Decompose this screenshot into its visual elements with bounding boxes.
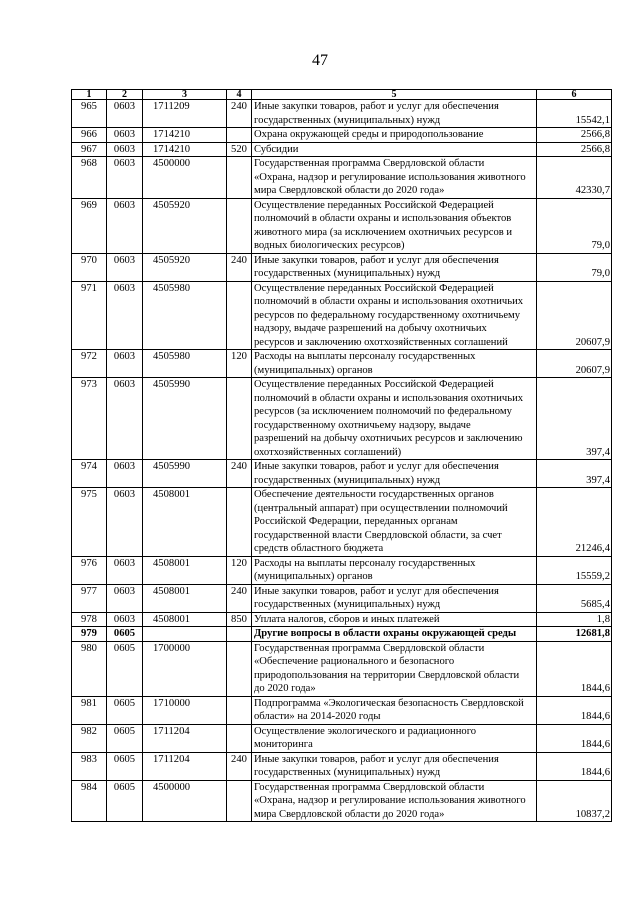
section-code: 0603 [107, 612, 143, 627]
target-code: 1714210 [143, 128, 227, 143]
item-name: Подпрограмма «Экологическая безопасность Свердловской области» на 2014-2020 годы [252, 696, 537, 724]
target-code: 4505920 [143, 198, 227, 253]
target-code: 1711204 [143, 724, 227, 752]
table-row [72, 128, 612, 143]
item-name: Иные закупки товаров, работ и услуг для обеспечения государственных (муниципальных) нужд [252, 460, 537, 488]
row-number: 978 [72, 612, 107, 627]
target-code: 1711204 [143, 752, 227, 780]
section-code: 0603 [107, 460, 143, 488]
table-row [72, 253, 612, 281]
target-code: 4505980 [143, 350, 227, 378]
row-number: 971 [72, 281, 107, 350]
amount: 2566,8 [537, 128, 612, 143]
target-code: 1710000 [143, 696, 227, 724]
item-name: Осуществление экологического и радиационного мониторинга [252, 724, 537, 752]
section-code: 0603 [107, 584, 143, 612]
section-code: 0605 [107, 696, 143, 724]
column-header: 6 [537, 90, 612, 100]
expense-type-code [227, 157, 252, 199]
amount: 79,0 [537, 253, 612, 281]
row-number: 984 [72, 780, 107, 822]
row-number: 970 [72, 253, 107, 281]
expense-type-code: 240 [227, 100, 252, 128]
target-code: 4505920 [143, 253, 227, 281]
item-name: Иные закупки товаров, работ и услуг для обеспечения государственных (муниципальных) нужд [252, 752, 537, 780]
amount: 21246,4 [537, 488, 612, 557]
row-number: 966 [72, 128, 107, 143]
row-number: 975 [72, 488, 107, 557]
item-name: Иные закупки товаров, работ и услуг для обеспечения государственных (муниципальных) нужд [252, 584, 537, 612]
expense-type-code: 120 [227, 350, 252, 378]
section-code: 0603 [107, 157, 143, 199]
table-row [72, 641, 612, 696]
section-code: 0603 [107, 350, 143, 378]
item-name: Государственная программа Свердловской области «Охрана, надзор и регулирование использования животного мира Свердловской области до 2020 года» [252, 780, 537, 822]
section-code: 0603 [107, 128, 143, 143]
target-code: 4505990 [143, 378, 227, 460]
target-code [143, 627, 227, 642]
row-number: 976 [72, 556, 107, 584]
row-number: 973 [72, 378, 107, 460]
table-row [72, 198, 612, 253]
row-number: 983 [72, 752, 107, 780]
amount: 2566,8 [537, 142, 612, 157]
table-row [72, 460, 612, 488]
target-code: 1714210 [143, 142, 227, 157]
amount: 79,0 [537, 198, 612, 253]
table-row [72, 780, 612, 822]
row-number: 968 [72, 157, 107, 199]
expense-type-code [227, 724, 252, 752]
expense-type-code [227, 696, 252, 724]
row-number: 974 [72, 460, 107, 488]
item-name: Государственная программа Свердловской области «Обеспечение рационального и безопасного природопользования на территории Свердловской области до 2020 года» [252, 641, 537, 696]
table-row [72, 281, 612, 350]
amount: 1844,6 [537, 696, 612, 724]
target-code: 4508001 [143, 584, 227, 612]
target-code: 4500000 [143, 157, 227, 199]
target-code: 4505990 [143, 460, 227, 488]
expense-type-code: 240 [227, 253, 252, 281]
amount: 10837,2 [537, 780, 612, 822]
section-code: 0605 [107, 627, 143, 642]
row-number: 972 [72, 350, 107, 378]
expense-type-code [227, 378, 252, 460]
amount: 12681,8 [537, 627, 612, 642]
amount: 1844,6 [537, 752, 612, 780]
row-number: 965 [72, 100, 107, 128]
section-code: 0605 [107, 752, 143, 780]
expense-type-code: 850 [227, 612, 252, 627]
amount: 1844,6 [537, 724, 612, 752]
amount: 5685,4 [537, 584, 612, 612]
section-code: 0605 [107, 724, 143, 752]
row-number: 981 [72, 696, 107, 724]
column-header: 4 [227, 90, 252, 100]
target-code: 4500000 [143, 780, 227, 822]
target-code: 1711209 [143, 100, 227, 128]
amount: 397,4 [537, 378, 612, 460]
amount: 20607,9 [537, 350, 612, 378]
row-number: 967 [72, 142, 107, 157]
column-header: 1 [72, 90, 107, 100]
column-header: 5 [252, 90, 537, 100]
table-row [72, 752, 612, 780]
amount: 20607,9 [537, 281, 612, 350]
expense-type-code [227, 627, 252, 642]
item-name: Расходы на выплаты персоналу государственных (муниципальных) органов [252, 350, 537, 378]
section-code: 0603 [107, 253, 143, 281]
item-name: Иные закупки товаров, работ и услуг для обеспечения государственных (муниципальных) нужд [252, 100, 537, 128]
amount: 42330,7 [537, 157, 612, 199]
item-name: Охрана окружающей среды и природопользование [252, 128, 537, 143]
table-row [72, 157, 612, 199]
expense-type-code: 240 [227, 752, 252, 780]
table-row [72, 612, 612, 627]
target-code: 4508001 [143, 488, 227, 557]
expense-type-code: 240 [227, 460, 252, 488]
amount: 397,4 [537, 460, 612, 488]
expense-type-code [227, 281, 252, 350]
page-number: 47 [312, 52, 328, 69]
section-code: 0603 [107, 281, 143, 350]
table-row [72, 350, 612, 378]
item-name: Осуществление переданных Российской Федерацией полномочий в области охраны и использования объектов животного мира (за исключением охотничьих ресурсов и водных биологических ресурсов) [252, 198, 537, 253]
section-code: 0603 [107, 556, 143, 584]
item-name: Государственная программа Свердловской области «Охрана, надзор и регулирование использования животного мира Свердловской области до 2020 года» [252, 157, 537, 199]
amount: 1,8 [537, 612, 612, 627]
item-name: Расходы на выплаты персоналу государственных (муниципальных) органов [252, 556, 537, 584]
row-number: 977 [72, 584, 107, 612]
amount: 1844,6 [537, 641, 612, 696]
section-code: 0603 [107, 378, 143, 460]
item-name: Обеспечение деятельности государственных органов (центральный аппарат) при осуществлении полномочий Российской Федерации, переданных органам государственной власти Свердловской области, за счет средств областного бюджета [252, 488, 537, 557]
expense-type-code [227, 780, 252, 822]
item-name: Иные закупки товаров, работ и услуг для обеспечения государственных (муниципальных) нужд [252, 253, 537, 281]
row-number: 980 [72, 641, 107, 696]
table-row [72, 488, 612, 557]
table-row [72, 556, 612, 584]
column-header: 2 [107, 90, 143, 100]
target-code: 4508001 [143, 612, 227, 627]
item-name: Субсидии [252, 142, 537, 157]
expense-type-code: 240 [227, 584, 252, 612]
expense-type-code [227, 641, 252, 696]
expense-type-code [227, 198, 252, 253]
row-number: 982 [72, 724, 107, 752]
table-row [72, 696, 612, 724]
row-number: 969 [72, 198, 107, 253]
amount: 15542,1 [537, 100, 612, 128]
row-number: 979 [72, 627, 107, 642]
budget-table [71, 89, 612, 822]
table-row [72, 724, 612, 752]
item-name: Уплата налогов, сборов и иных платежей [252, 612, 537, 627]
expense-type-code: 120 [227, 556, 252, 584]
table-row [72, 378, 612, 460]
table-header-row [72, 90, 612, 100]
table-row [72, 100, 612, 128]
section-code: 0603 [107, 198, 143, 253]
expense-type-code: 520 [227, 142, 252, 157]
section-code: 0605 [107, 641, 143, 696]
table-row [72, 627, 612, 642]
target-code: 1700000 [143, 641, 227, 696]
target-code: 4508001 [143, 556, 227, 584]
section-code: 0603 [107, 100, 143, 128]
expense-type-code [227, 488, 252, 557]
target-code: 4505980 [143, 281, 227, 350]
section-code: 0603 [107, 142, 143, 157]
section-code: 0603 [107, 488, 143, 557]
section-code: 0605 [107, 780, 143, 822]
amount: 15559,2 [537, 556, 612, 584]
item-name: Осуществление переданных Российской Федерацией полномочий в области охраны и использования охотничьих ресурсов (за исключением полномочий по федеральному государственному охотничьему надзору, выдаче разрешений на добычу охотничьих ресурсов и заключению охотхозяйственных соглашений) [252, 378, 537, 460]
table-body [72, 100, 612, 822]
table-row [72, 584, 612, 612]
item-name: Осуществление переданных Российской Федерацией полномочий в области охраны и использования охотничьих ресурсов по федеральному государственному охотничьему надзору, выдаче разрешений на добычу охотничьих ресурсов и заключению охотхозяйственных соглашений [252, 281, 537, 350]
item-name: Другие вопросы в области охраны окружающей среды [252, 627, 537, 642]
expense-type-code [227, 128, 252, 143]
table-row [72, 142, 612, 157]
column-header: 3 [143, 90, 227, 100]
